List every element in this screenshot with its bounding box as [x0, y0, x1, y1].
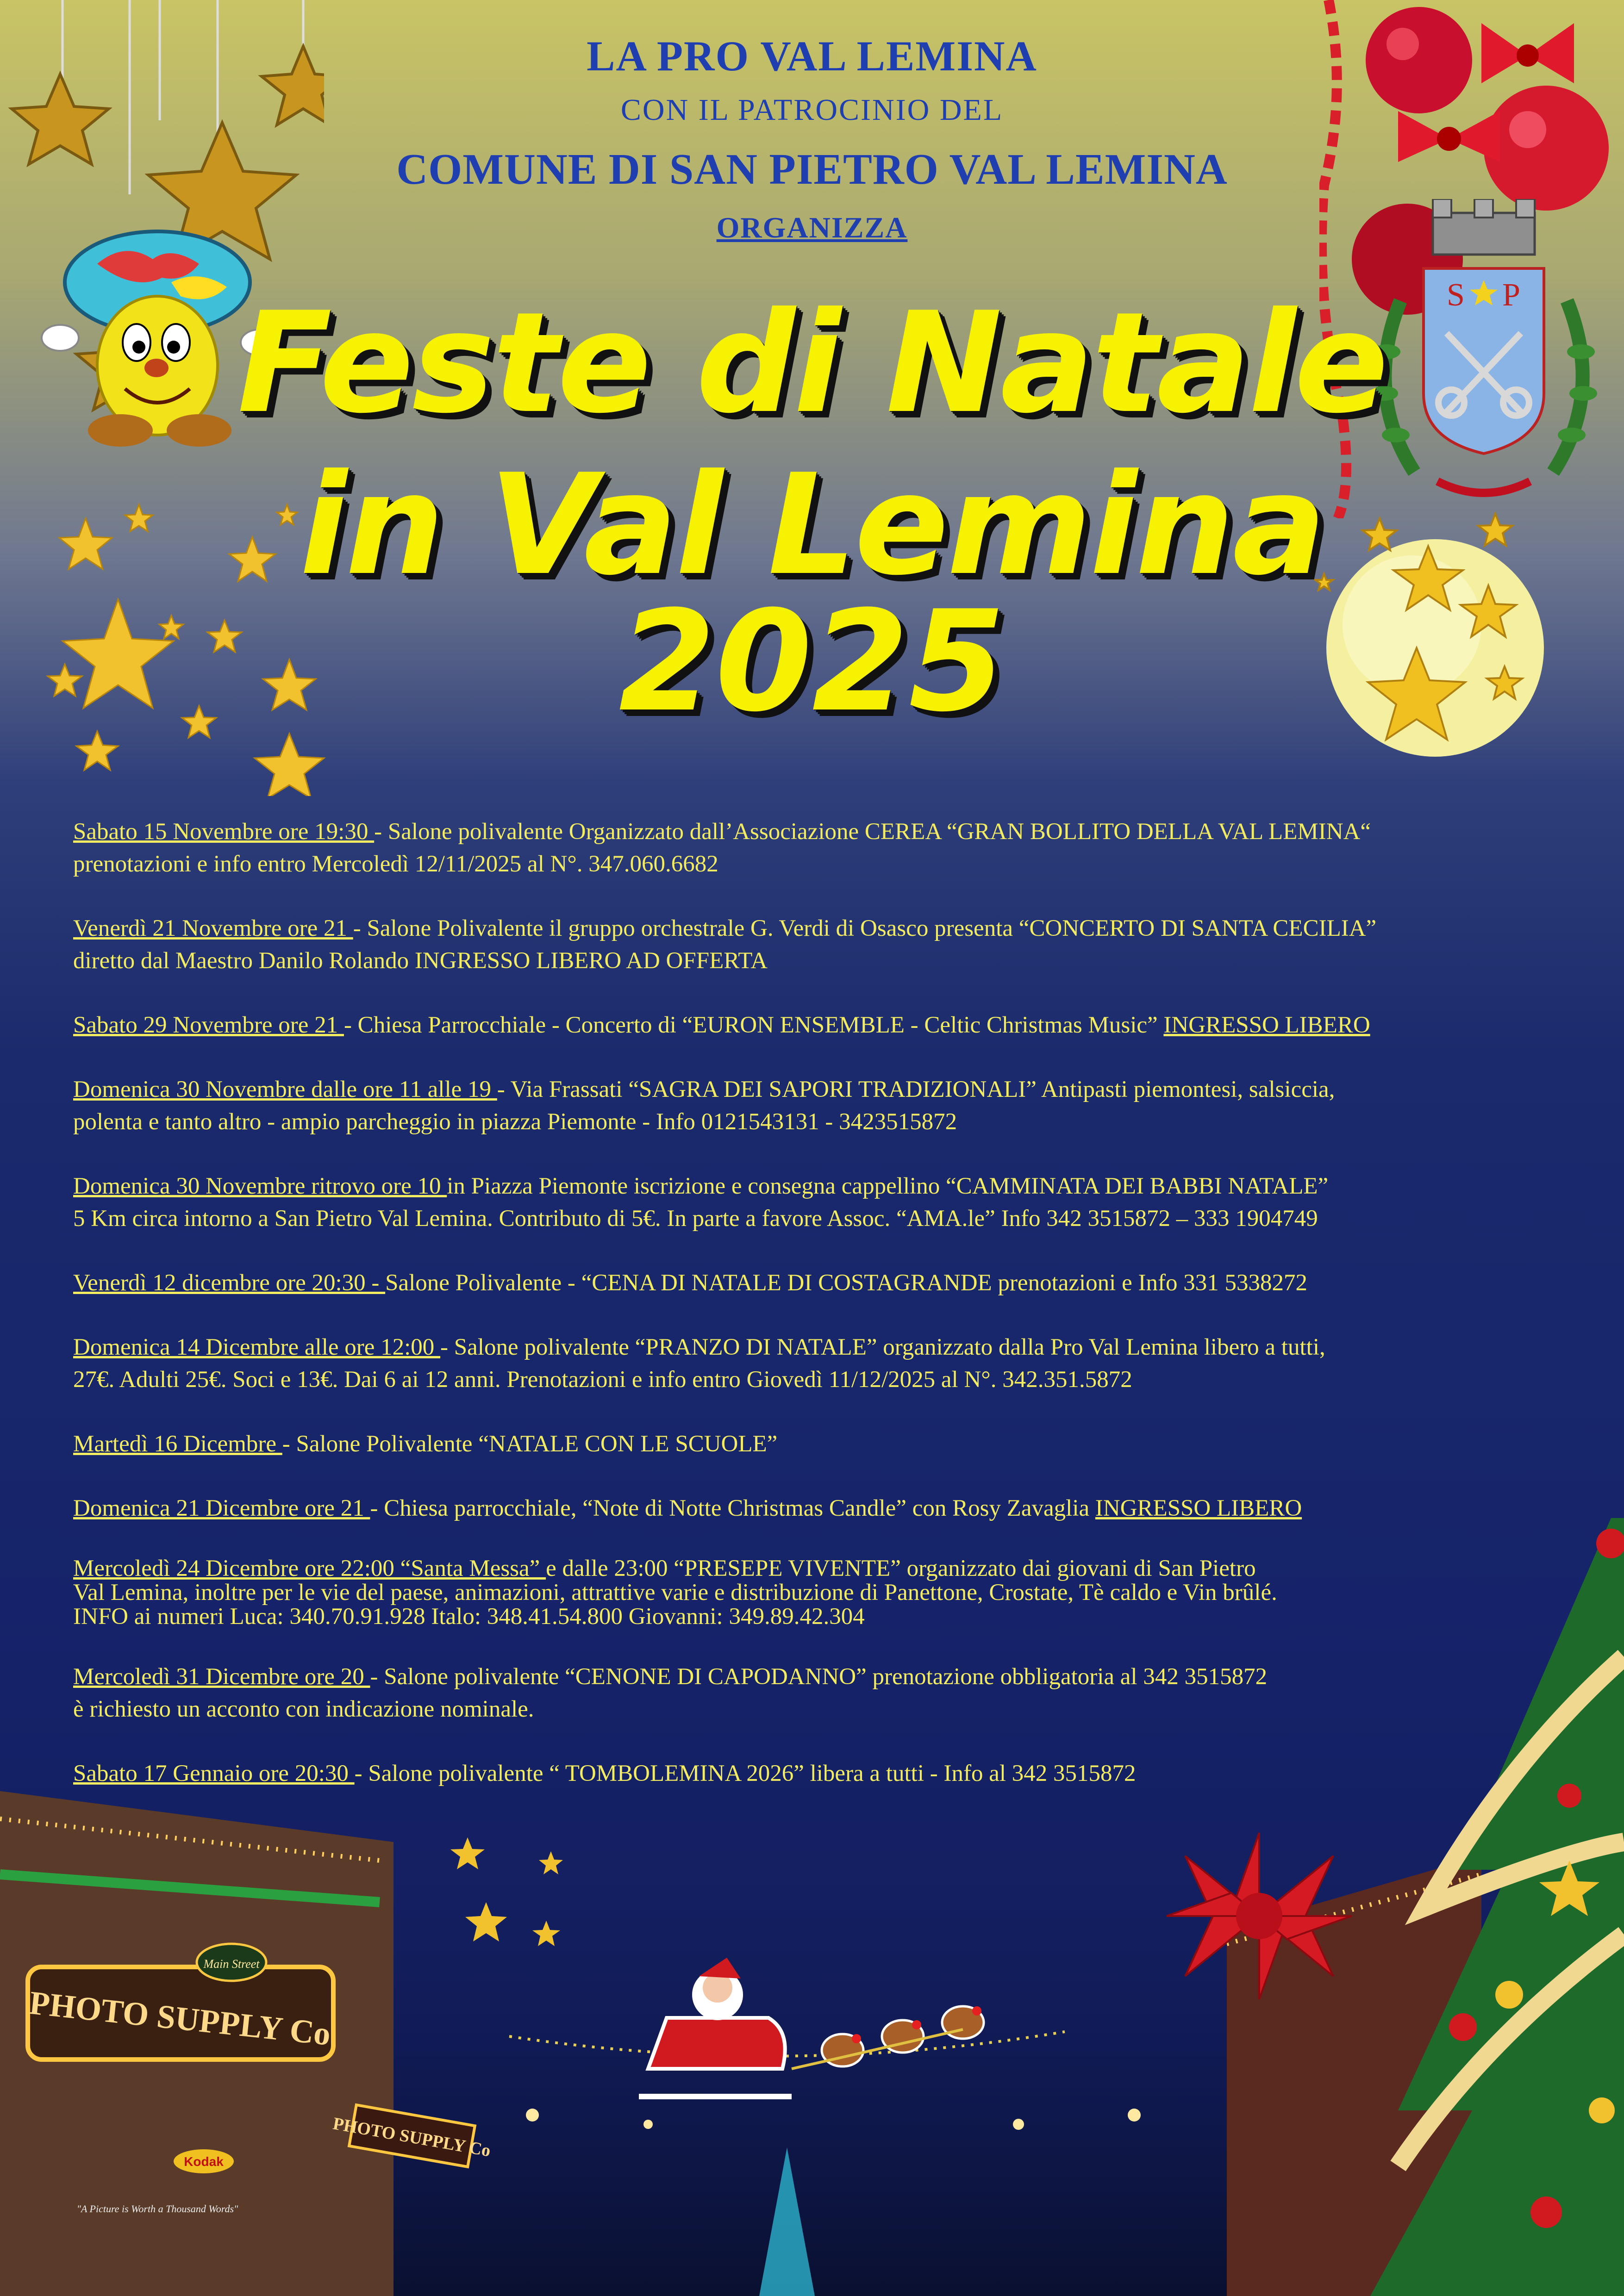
event-free-entry: INGRESSO LIBERO: [1163, 1012, 1370, 1038]
crest-letter-p: P: [1502, 277, 1520, 313]
event-date: Domenica 14 Dicembre alle ore 12:00: [73, 1334, 441, 1360]
shop-sign-small: Main Street: [203, 1957, 260, 1971]
header-patronage: CON IL PATROCINIO DEL: [620, 93, 1004, 127]
event-date: Sabato 29 Novembre ore 21: [73, 1012, 344, 1038]
event-text-line2: 5 Km circa intorno a San Pietro Val Lemina. Contributo di 5€. In parte a favore Assoc. “AMA.le” Info 342 3515872 – 333 1904749: [73, 1206, 1318, 1232]
christmas-tree: [1370, 1518, 1624, 2296]
event-date: Venerdì 12 dicembre ore 20:30 -: [73, 1270, 386, 1296]
event-text: - Salone Polivalente il gruppo orchestrale G. Verdi di Osasco presenta “CONCERTO DI SANTA CECILIA”: [353, 915, 1377, 941]
header-organizer: LA PRO VAL LEMINA: [587, 32, 1037, 80]
header-municipality: COMUNE DI SAN PIETRO VAL LEMINA: [396, 145, 1228, 193]
red-bow: [1157, 1828, 1361, 2004]
event-item: [73, 1170, 1568, 1235]
event-item: [73, 1757, 1568, 1790]
event-date: Mercoledì 24 Dicembre ore 22:00 “Santa Messa”: [73, 1556, 546, 1581]
brand-sign: Kodak: [184, 2154, 224, 2169]
event-text: - Salone Polivalente “NATALE CON LE SCUOLE”: [282, 1431, 778, 1457]
event-date: Mercoledì 31 Dicembre ore 20: [73, 1664, 370, 1690]
window-text: "A Picture is Worth a Thousand Words": [76, 2203, 238, 2215]
event-text: Salone Polivalente - “CENA DI NATALE DI COSTAGRANDE prenotazioni e Info 331 5338272: [385, 1270, 1307, 1296]
event-item: [73, 1009, 1568, 1041]
event-text-line2: polenta e tanto altro - ampio parcheggio in piazza Piemonte - Info 0121543131 - 3423515872: [73, 1109, 957, 1135]
event-item: [73, 1267, 1568, 1299]
shop-sign-2: PHOTO SUPPLY Co: [331, 2114, 492, 2161]
event-date: Domenica 21 Dicembre ore 21: [73, 1495, 370, 1521]
event-text: - Salone polivalente “CENONE DI CAPODANNO” prenotazione obbligatoria al 342 3515872: [370, 1664, 1268, 1690]
event-text: - Chiesa parrocchiale, “Note di Notte Christmas Candle” con Rosy Zavaglia: [370, 1495, 1095, 1521]
event-item: [73, 1661, 1568, 1725]
header-organizes: ORGANIZZA: [716, 211, 908, 244]
events-list: [73, 815, 1568, 1822]
event-item: [73, 815, 1568, 880]
crest-letter-s: S: [1447, 277, 1465, 313]
event-date: Venerdì 21 Novembre ore 21: [73, 915, 353, 941]
event-date: Sabato 15 Novembre ore 19:30: [73, 819, 375, 845]
event-text: - Chiesa Parrocchiale - Concerto di “EURON ENSEMBLE - Celtic Christmas Music”: [344, 1012, 1164, 1038]
event-date: Martedì 16 Dicembre: [73, 1431, 282, 1457]
event-text-line3: INFO ai numeri Luca: 340.70.91.928 Italo: 348.41.54.800 Giovanni: 349.89.42.304: [73, 1604, 865, 1630]
event-item: [73, 1073, 1568, 1138]
santa-sleigh: [625, 1958, 1037, 2124]
event-item: [73, 1428, 1568, 1460]
event-item: [73, 1556, 1568, 1629]
event-text-line2: diretto dal Maestro Danilo Rolando INGRESSO LIBERO AD OFFERTA: [73, 948, 768, 974]
event-text-line2: prenotazioni e info entro Mercoledì 12/11/2025 al N°. 347.060.6682: [73, 851, 718, 877]
event-date: Domenica 30 Novembre ritrovo ore 10: [73, 1173, 447, 1199]
event-item: [73, 1492, 1568, 1524]
event-text: - Salone polivalente “ TOMBOLEMINA 2026” libera a tutti - Info al 342 3515872: [354, 1761, 1136, 1786]
event-free-entry: INGRESSO LIBERO: [1095, 1495, 1302, 1521]
event-date: Domenica 30 Novembre dalle ore 11 alle 19: [73, 1076, 497, 1102]
shop-sign: PHOTO SUPPLY Co: [27, 1984, 332, 2053]
event-text: - Via Frassati “SAGRA DEI SAPORI TRADIZIONALI” Antipasti piemontesi, salsiccia,: [497, 1076, 1335, 1102]
event-text: in Piazza Piemonte iscrizione e consegna cappellino “CAMMINATA DEI BABBI NATALE”: [447, 1173, 1329, 1199]
event-text: e dalle 23:00 “PRESEPE VIVENTE” organizzato dai giovani di San Pietro: [546, 1556, 1256, 1581]
event-text-line2: è richiesto un acconto con indicazione nominale.: [73, 1696, 534, 1722]
title-line-1: Feste di Natale: [237, 282, 1387, 444]
event-item: [73, 912, 1568, 977]
title-line-2: in Val Lemina: [300, 444, 1324, 606]
event-text-line2: 27€. Adulti 25€. Soci e 13€. Dai 6 ai 12 anni. Prenotazioni e info entro Giovedì 11/12/2025 al N°. 342.351.5872: [73, 1367, 1132, 1393]
event-text-line2: Val Lemina, inoltre per le vie del paese, animazioni, attrattive varie e distribuzione di Panettone, Crostate, Tè caldo e Vin brûlé.: [73, 1580, 1277, 1605]
event-item: [73, 1331, 1568, 1396]
event-text: - Salone polivalente “PRANZO DI NATALE” organizzato dalla Pro Val Lemina libero a tutti,: [440, 1334, 1325, 1360]
event-text: - Salone polivalente Organizzato dall’Associazione CEREA “GRAN BOLLITO DELLA VAL LEMINA“: [374, 819, 1371, 845]
title-year: 2025: [618, 581, 1006, 742]
event-date: Sabato 17 Gennaio ore 20:30: [73, 1761, 355, 1786]
